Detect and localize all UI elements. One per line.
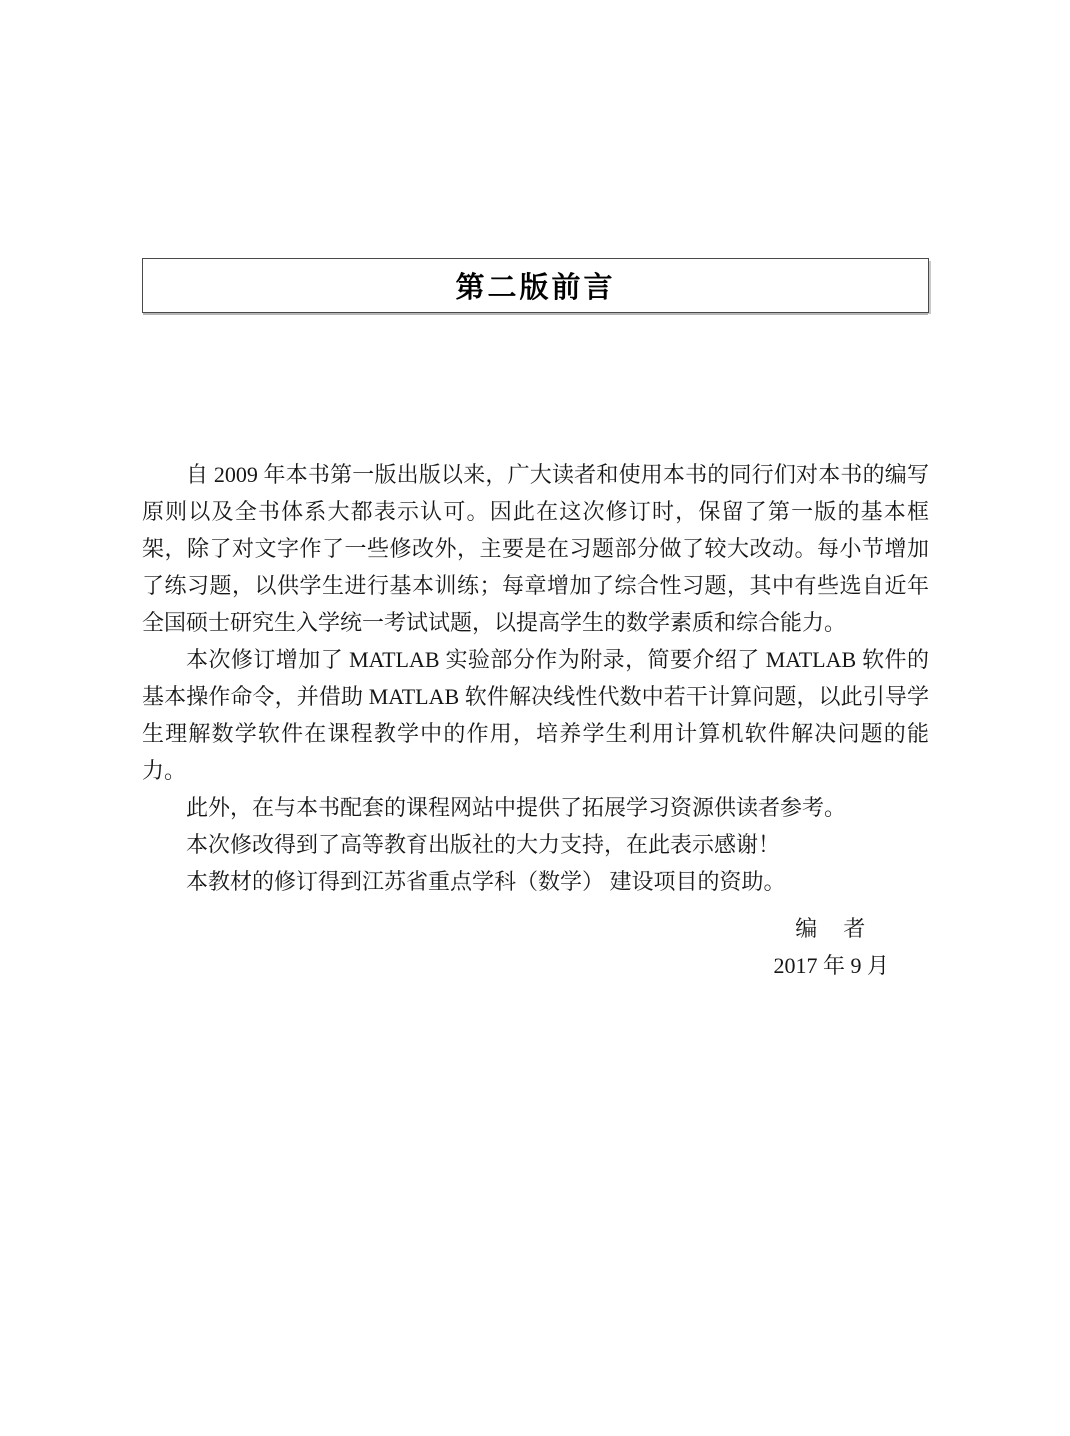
page-title: 第二版前言	[455, 272, 616, 304]
paragraph-2: 本次修订增加了 MATLAB 实验部分作为附录，简要介绍了 MATLAB 软件的基本操作命令，并借助 MATLAB 软件解决线性代数中若干计算问题，以此引导学生理解数学软件在课程教学中的作用，培养学生利用计算机软件解决问题的能力。	[142, 647, 929, 783]
paragraph-1: 自 2009 年本书第一版出版以来，广大读者和使用本书的同行们对本书的编写原则以及全书体系大都表示认可。因此在这次修订时，保留了第一版的基本框架，除了对文字作了一些修改外，主要是在习题部分做了较大改动。每小节增加了练习题，以供学生进行基本训练；每章增加了综合性习题，其中有些选自近年全国硕士研究生入学统一考试试题，以提高学生的数学素质和综合能力。	[142, 462, 929, 635]
paragraph-5: 本教材的修订得到江苏省重点学科（数学） 建设项目的资助。	[186, 869, 786, 894]
author-signature: 编 者	[795, 916, 868, 941]
signature-block	[142, 910, 929, 984]
signature-date: 2017 年 9 月	[773, 953, 889, 978]
paragraph-4: 本次修改得到了高等教育出版社的大力支持，在此表示感谢！	[186, 832, 781, 857]
signature-inner	[773, 910, 889, 984]
title-box	[142, 258, 929, 313]
preface-body	[142, 456, 929, 984]
paragraph-3: 此外，在与本书配套的课程网站中提供了拓展学习资源供读者参考。	[186, 795, 847, 820]
